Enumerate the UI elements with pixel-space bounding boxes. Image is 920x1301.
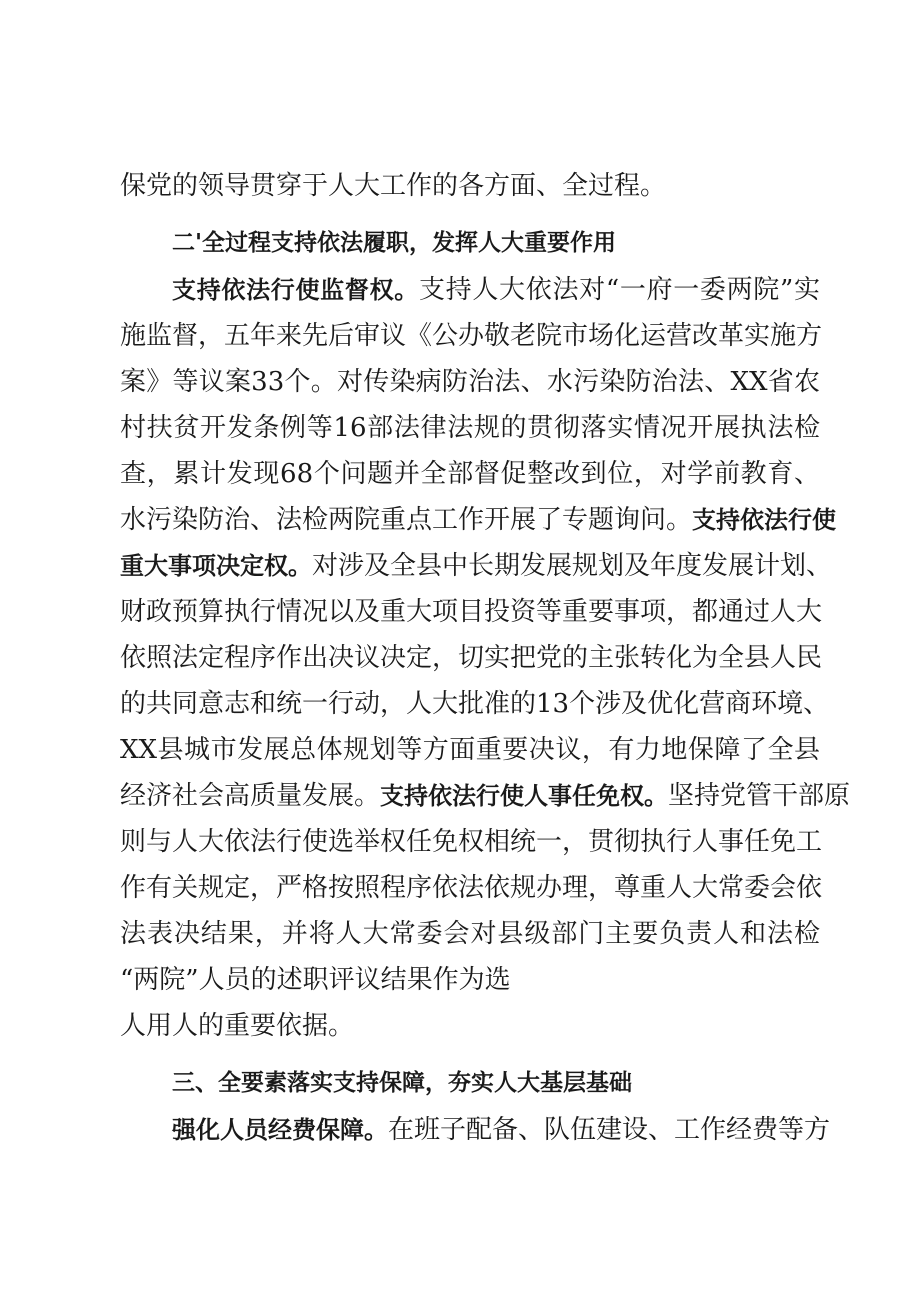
paragraph-line [120, 916, 820, 952]
body-text: 则与人大依法行使选举权任免权相统一，贯彻执行人事任免工 [120, 827, 823, 857]
lead-phrase: 重大事项决定权。 [120, 552, 312, 580]
paragraph-line [120, 824, 823, 860]
body-text: 依照法定程序作出决议决定，切实把党的主张转化为全县人民 [120, 643, 823, 673]
body-text: XX县城市发展总体规划等方面重要决议，有力地保障了全县 [120, 735, 820, 765]
body-text: 在班子配备、队伍建设、工作经费等方 [388, 1115, 831, 1145]
body-text: 保党的领导贯穿于人大工作的各方面、全过程。 [120, 171, 667, 201]
lead-phrase: 支持依法行使监督权。 [172, 276, 419, 304]
paragraph-line [120, 640, 823, 676]
paragraph-line [120, 168, 820, 204]
paragraph-line [120, 1008, 820, 1044]
body-text: 经济社会高质量发展。 [120, 781, 381, 811]
body-text: 施监督，五年来先后审议《公办敬老院市场化运营改革实施方 [120, 321, 823, 351]
paragraph-line [120, 364, 820, 400]
body-text: 支持人大依法对“一府一委两院”实 [418, 275, 820, 305]
paragraph-line [120, 318, 823, 354]
body-text: 作有关规定，严格按照程序依法依规办理，尊重人大常委会依 [120, 873, 823, 903]
body-text: 水污染防治、法检两院重点工作开展了专题询问。 [120, 505, 693, 535]
paragraph-line [120, 456, 820, 492]
section-heading-3: 三、全要素落实支持保障，夯实人大基层基础 [172, 1070, 632, 1096]
body-text: 村扶贫开发条例等16部法律法规的贯彻落实情况开展执法检 [120, 413, 820, 443]
paragraph-line [120, 778, 851, 814]
paragraph-line [120, 548, 833, 584]
body-text: 坚持党管干部原 [668, 781, 851, 811]
body-text: 的共同意志和统一行动，人大批准的13个涉及优化营商环境、 [120, 689, 830, 719]
body-text: 查，累计发现68个问题并全部督促整改到位，对学前教育、 [120, 459, 820, 489]
section-heading-2: 二'全过程支持依法履职，发挥人大重要作用 [172, 230, 617, 256]
lead-phrase: 强化人员经费保障。 [172, 1116, 388, 1144]
body-text: 法表决结果，并将人大常委会对县级部门主要负责人和法检 [120, 919, 820, 949]
paragraph-line [172, 272, 820, 308]
paragraph-line [120, 686, 830, 722]
lead-phrase: 支持依法行使人事任免权。 [380, 782, 669, 810]
body-text: 案》等议案33个。对传染病防治法、水污染防治法、XX省农 [120, 367, 820, 397]
paragraph-line [120, 732, 820, 768]
paragraph-line [120, 502, 837, 538]
body-text: “两院”人员的述职评议结果作为选 [120, 965, 511, 995]
body-text: 人用人的重要依据。 [120, 1011, 355, 1041]
body-text: 财政预算执行情况以及重大项目投资等重要事项，都通过人大 [120, 597, 823, 627]
body-text: 对涉及全县中长期发展规划及年度发展计划、 [312, 551, 833, 581]
paragraph-line [120, 410, 820, 446]
paragraph-line [120, 962, 820, 998]
paragraph-line [120, 870, 823, 906]
paragraph-line [172, 1112, 831, 1148]
paragraph-line [120, 594, 823, 630]
lead-phrase: 支持依法行使 [692, 506, 837, 534]
